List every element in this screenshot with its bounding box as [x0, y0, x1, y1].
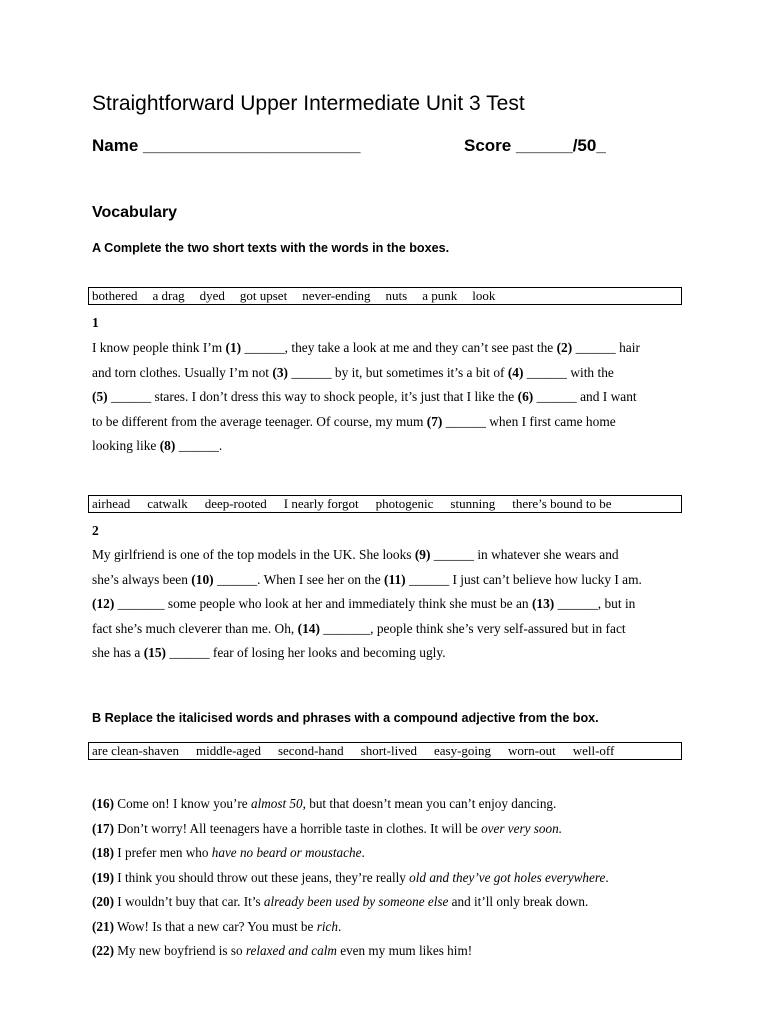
text-line: [92, 939, 609, 964]
box-word: photogenic: [375, 496, 434, 511]
blank-number: (7): [426, 413, 443, 429]
text-segment: I know people think I’m: [92, 340, 226, 355]
blank-number: (22): [92, 943, 114, 958]
box-word: dyed: [199, 288, 225, 303]
section-heading: Vocabulary: [92, 204, 178, 221]
box-word: airhead: [92, 496, 131, 511]
text-segment: ______, they take a look at me and they can’t see past the: [241, 340, 557, 355]
blank-number: (5): [92, 389, 108, 404]
text-line: [92, 410, 682, 435]
blank-number: (19): [92, 869, 114, 885]
blank-number: (18): [92, 845, 114, 860]
text-segment: _______ some people who look at her and immediately think she must be an: [114, 596, 532, 611]
text-segment: , but that doesn’t mean you can’t enjoy dancing.: [302, 796, 557, 811]
italic-phrase: over very soon.: [481, 820, 562, 836]
text-segment: ______ in whatever she wears and: [430, 547, 619, 562]
text-segment: .: [337, 918, 342, 934]
word-box-2: [88, 495, 682, 513]
box-word: middle-aged: [195, 743, 261, 758]
page-title: Straightforward Upper Intermediate Unit 3 Test: [92, 92, 525, 115]
box-word: bothered: [92, 288, 138, 303]
text-2-paragraph: [92, 543, 682, 666]
text-segment: ______ I just can’t believe how lucky I am.: [405, 571, 642, 587]
text-number-1: 1: [92, 315, 99, 330]
blank-number: (8): [159, 438, 176, 453]
italic-phrase: rich: [316, 918, 338, 934]
box-word: well-off: [572, 743, 615, 758]
text-segment: My new boyfriend is so: [113, 943, 246, 958]
blank-number: (13): [531, 596, 555, 611]
instruction-b: B Replace the italicised words and phrases with a compound adjective from the box.: [92, 711, 599, 725]
blank-number: (6): [517, 389, 534, 404]
blank-number: (4): [507, 364, 524, 380]
text-segment: ______ stares. I don’t dress this way to shock people, it’s just that I like the: [107, 389, 518, 404]
italic-phrase: almost 50: [250, 796, 303, 811]
text-line: [92, 641, 682, 666]
text-segment: My girlfriend is one of the top models in the UK. She looks: [92, 547, 415, 562]
blank-number: (10): [191, 571, 214, 587]
box-word: a punk: [422, 288, 458, 303]
box-word: I nearly forgot: [283, 496, 359, 511]
text-segment: .: [605, 869, 609, 885]
box-word: are clean-shaven: [92, 743, 179, 758]
text-line: [92, 866, 609, 891]
text-segment: Don’t worry! All teenagers have a horrible taste in clothes. It will be: [113, 820, 482, 836]
text-segment: and it’ll only break down.: [448, 894, 589, 909]
text-segment: to be different from the average teenager. Of course, my mum: [92, 413, 427, 429]
text-segment: I think you should throw out these jeans, they’re really: [113, 869, 410, 885]
box-word: nuts: [385, 288, 408, 303]
score-field-label: Score ______/50_: [464, 136, 606, 155]
box-word: catwalk: [147, 496, 188, 511]
blank-number: (21): [92, 918, 114, 934]
text-segment: ______ when I first came home: [442, 413, 616, 429]
blank-number: (9): [414, 547, 431, 562]
italic-phrase: have no beard or moustache: [211, 845, 362, 860]
text-line: [92, 543, 682, 568]
text-line: [92, 792, 609, 817]
text-segment: even my mum likes him!: [336, 943, 473, 958]
text-line: [92, 568, 682, 593]
exercise-sentences: [92, 792, 609, 964]
text-line: [92, 361, 682, 386]
box-word: easy-going: [434, 743, 492, 758]
text-line: [92, 617, 682, 642]
name-field-label: Name _______________________: [92, 136, 361, 155]
text-segment: fact she’s much cleverer than me. Oh,: [92, 620, 298, 636]
text-line: [92, 434, 682, 459]
blank-number: (3): [272, 364, 288, 380]
text-segment: I prefer men who: [113, 845, 212, 860]
italic-phrase: old and they’ve got holes everywhere: [409, 869, 606, 885]
text-line: [92, 385, 682, 410]
word-box-3: [88, 742, 682, 760]
box-word: never-ending: [302, 288, 371, 303]
text-line: [92, 592, 682, 617]
text-segment: ______, but in: [554, 596, 636, 611]
text-segment: ______.: [175, 438, 223, 453]
text-segment: ______ with the: [523, 364, 614, 380]
text-segment: ______ fear of losing her looks and becoming ugly.: [166, 645, 446, 660]
text-line: [92, 915, 609, 940]
text-segment: she has a: [92, 645, 144, 660]
text-segment: Come on! I know you’re: [113, 796, 251, 811]
text-segment: ______ by it, but sometimes it’s a bit of: [288, 364, 508, 380]
instruction-a: A Complete the two short texts with the words in the boxes.: [92, 241, 450, 255]
box-word: second-hand: [277, 743, 344, 758]
blank-number: (16): [92, 796, 114, 811]
text-segment: ______. When I see her on the: [213, 571, 385, 587]
box-word: there’s bound to be: [512, 496, 612, 511]
box-word: a drag: [152, 288, 185, 303]
box-word: look: [472, 288, 496, 303]
box-word: short-lived: [360, 743, 417, 758]
italic-phrase: relaxed and calm: [245, 943, 337, 958]
text-segment: she’s always been: [92, 571, 192, 587]
text-line: [92, 841, 609, 866]
blank-number: (2): [556, 340, 573, 355]
blank-number: (11): [384, 571, 406, 587]
box-word: stunning: [450, 496, 496, 511]
text-segment: Wow! Is that a new car? You must be: [113, 918, 317, 934]
text-number-2: 2: [92, 523, 99, 538]
blank-number: (14): [297, 620, 320, 636]
box-word: got upset: [239, 288, 288, 303]
italic-phrase: already been used by someone else: [263, 894, 449, 909]
box-word: worn-out: [508, 743, 556, 758]
text-1-paragraph: [92, 336, 682, 459]
text-line: [92, 817, 609, 842]
text-line: [92, 890, 609, 915]
text-segment: ______ and I want: [533, 389, 637, 404]
text-segment: I wouldn’t buy that car. It’s: [113, 894, 264, 909]
blank-number: (17): [92, 820, 114, 836]
text-segment: and torn clothes. Usually I’m not: [92, 364, 273, 380]
blank-number: (15): [143, 645, 166, 660]
text-segment: _______, people think she’s very self-assured but in fact: [319, 620, 626, 636]
text-segment: looking like: [92, 438, 160, 453]
text-segment: ______ hair: [572, 340, 640, 355]
blank-number: (12): [92, 596, 115, 611]
text-segment: .: [361, 845, 365, 860]
blank-number: (20): [92, 894, 114, 909]
word-box-1: [88, 287, 682, 305]
text-line: [92, 336, 682, 361]
box-word: deep-rooted: [204, 496, 267, 511]
blank-number: (1): [225, 340, 242, 355]
